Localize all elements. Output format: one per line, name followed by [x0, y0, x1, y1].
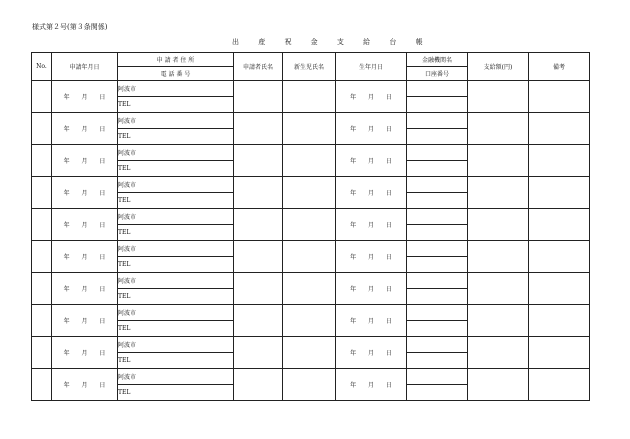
cell-bank-name[interactable] [407, 177, 468, 193]
header-application-date: 申請年月日 [52, 53, 118, 81]
cell-account-number[interactable] [407, 161, 468, 177]
cell-birth-date[interactable]: 年 月 日 [336, 81, 407, 113]
cell-no[interactable] [32, 305, 52, 337]
ledger-row [32, 369, 590, 385]
cell-bank-name[interactable] [407, 145, 468, 161]
cell-application-date[interactable]: 年 月 日 [52, 369, 118, 401]
cell-phone-number[interactable]: TEL [118, 225, 234, 241]
cell-no[interactable] [32, 369, 52, 401]
cell-account-number[interactable] [407, 289, 468, 305]
cell-phone-number[interactable]: TEL [118, 129, 234, 145]
cell-phone-number[interactable]: TEL [118, 97, 234, 113]
cell-no[interactable] [32, 241, 52, 273]
cell-birth-date[interactable]: 年 月 日 [336, 145, 407, 177]
cell-application-date[interactable]: 年 月 日 [52, 81, 118, 113]
cell-applicant-name[interactable] [234, 337, 283, 369]
ledger-row [32, 305, 590, 321]
cell-no[interactable] [32, 145, 52, 177]
cell-birth-date[interactable]: 年 月 日 [336, 273, 407, 305]
cell-remarks[interactable] [529, 337, 590, 369]
cell-birth-date[interactable]: 年 月 日 [336, 241, 407, 273]
cell-remarks[interactable] [529, 177, 590, 209]
cell-phone-number[interactable]: TEL [118, 193, 234, 209]
cell-no[interactable] [32, 337, 52, 369]
cell-account-number[interactable] [407, 193, 468, 209]
cell-applicant-address[interactable]: 阿波市 [118, 81, 234, 97]
cell-bank-name[interactable] [407, 81, 468, 97]
ledger-body [32, 81, 590, 401]
cell-no[interactable] [32, 177, 52, 209]
cell-application-date[interactable]: 年 月 日 [52, 273, 118, 305]
cell-applicant-name[interactable] [234, 177, 283, 209]
cell-amount[interactable] [468, 369, 529, 401]
cell-birth-date[interactable]: 年 月 日 [336, 337, 407, 369]
cell-newborn-name[interactable] [283, 305, 336, 337]
cell-remarks[interactable] [529, 241, 590, 273]
cell-bank-name[interactable] [407, 337, 468, 353]
cell-application-date[interactable]: 年 月 日 [52, 305, 118, 337]
header-no: No. [32, 53, 52, 81]
cell-amount[interactable] [468, 177, 529, 209]
ledger-row [32, 337, 590, 353]
cell-applicant-address[interactable]: 阿波市 [118, 241, 234, 257]
cell-bank-name[interactable] [407, 113, 468, 129]
cell-no[interactable] [32, 273, 52, 305]
cell-phone-number[interactable]: TEL [118, 257, 234, 273]
cell-phone-number[interactable]: TEL [118, 289, 234, 305]
cell-no[interactable] [32, 209, 52, 241]
cell-no[interactable] [32, 113, 52, 145]
cell-applicant-address[interactable]: 阿波市 [118, 177, 234, 193]
form-label: 様式第２号(第３条関係) [32, 23, 108, 31]
cell-birth-date[interactable]: 年 月 日 [336, 177, 407, 209]
cell-amount[interactable] [468, 305, 529, 337]
cell-bank-name[interactable] [407, 209, 468, 225]
cell-amount[interactable] [468, 273, 529, 305]
cell-newborn-name[interactable] [283, 337, 336, 369]
cell-account-number[interactable] [407, 257, 468, 273]
header-remarks: 備考 [529, 53, 590, 81]
header-account-number: 口座番号 [407, 67, 468, 81]
cell-application-date[interactable]: 年 月 日 [52, 145, 118, 177]
cell-applicant-address[interactable]: 阿波市 [118, 305, 234, 321]
header-applicant-name: 申請者氏名 [234, 53, 283, 81]
document-title: 出 産 祝 金 支 給 台 帳 [232, 38, 423, 46]
cell-remarks[interactable] [529, 113, 590, 145]
cell-newborn-name[interactable] [283, 241, 336, 273]
cell-account-number[interactable] [407, 321, 468, 337]
cell-bank-name[interactable] [407, 305, 468, 321]
header-row-1 [32, 53, 590, 67]
ledger-row [32, 177, 590, 193]
cell-applicant-address[interactable]: 阿波市 [118, 145, 234, 161]
cell-applicant-address[interactable]: 阿波市 [118, 369, 234, 385]
ledger-row [32, 241, 590, 257]
cell-remarks[interactable] [529, 369, 590, 401]
cell-birth-date[interactable]: 年 月 日 [336, 113, 407, 145]
ledger-row [32, 113, 590, 129]
cell-account-number[interactable] [407, 129, 468, 145]
cell-newborn-name[interactable] [283, 113, 336, 145]
cell-amount[interactable] [468, 145, 529, 177]
ledger-row [32, 145, 590, 161]
header-birth-date: 生年月日 [336, 53, 407, 81]
cell-newborn-name[interactable] [283, 209, 336, 241]
cell-amount[interactable] [468, 209, 529, 241]
header-amount: 支給額(円) [468, 53, 529, 81]
cell-birth-date[interactable]: 年 月 日 [336, 305, 407, 337]
cell-remarks[interactable] [529, 145, 590, 177]
cell-applicant-name[interactable] [234, 81, 283, 113]
cell-bank-name[interactable] [407, 241, 468, 257]
cell-applicant-name[interactable] [234, 305, 283, 337]
cell-applicant-address[interactable]: 阿波市 [118, 209, 234, 225]
cell-applicant-address[interactable]: 阿波市 [118, 273, 234, 289]
cell-phone-number[interactable]: TEL [118, 385, 234, 401]
cell-newborn-name[interactable] [283, 273, 336, 305]
cell-applicant-name[interactable] [234, 241, 283, 273]
cell-applicant-address[interactable]: 阿波市 [118, 113, 234, 129]
cell-remarks[interactable] [529, 209, 590, 241]
cell-amount[interactable] [468, 337, 529, 369]
cell-remarks[interactable] [529, 305, 590, 337]
header-bank-name: 金融機関名 [407, 53, 468, 67]
cell-application-date[interactable]: 年 月 日 [52, 209, 118, 241]
cell-account-number[interactable] [407, 353, 468, 369]
cell-newborn-name[interactable] [283, 177, 336, 209]
cell-applicant-name[interactable] [234, 113, 283, 145]
ledger-row [32, 209, 590, 225]
cell-application-date[interactable]: 年 月 日 [52, 113, 118, 145]
cell-amount[interactable] [468, 113, 529, 145]
ledger-row [32, 81, 590, 97]
cell-applicant-name[interactable] [234, 273, 283, 305]
cell-amount[interactable] [468, 81, 529, 113]
cell-application-date[interactable]: 年 月 日 [52, 337, 118, 369]
cell-account-number[interactable] [407, 225, 468, 241]
cell-application-date[interactable]: 年 月 日 [52, 241, 118, 273]
ledger-row [32, 273, 590, 289]
header-applicant-address: 申 請 者 住 所 [118, 53, 234, 67]
cell-amount[interactable] [468, 241, 529, 273]
cell-birth-date[interactable]: 年 月 日 [336, 369, 407, 401]
ledger-table [31, 52, 590, 401]
header-newborn-name: 新生児氏名 [283, 53, 336, 81]
cell-applicant-name[interactable] [234, 145, 283, 177]
header-phone-number: 電 話 番 号 [118, 67, 234, 81]
cell-remarks[interactable] [529, 81, 590, 113]
cell-applicant-name[interactable] [234, 209, 283, 241]
cell-phone-number[interactable]: TEL [118, 321, 234, 337]
cell-phone-number[interactable]: TEL [118, 353, 234, 369]
cell-applicant-address[interactable]: 阿波市 [118, 337, 234, 353]
cell-account-number[interactable] [407, 385, 468, 401]
cell-applicant-name[interactable] [234, 369, 283, 401]
cell-no[interactable] [32, 81, 52, 113]
cell-birth-date[interactable]: 年 月 日 [336, 209, 407, 241]
cell-phone-number[interactable]: TEL [118, 161, 234, 177]
cell-newborn-name[interactable] [283, 369, 336, 401]
cell-bank-name[interactable] [407, 369, 468, 385]
cell-newborn-name[interactable] [283, 145, 336, 177]
cell-account-number[interactable] [407, 97, 468, 113]
cell-newborn-name[interactable] [283, 81, 336, 113]
cell-bank-name[interactable] [407, 273, 468, 289]
cell-remarks[interactable] [529, 273, 590, 305]
cell-application-date[interactable]: 年 月 日 [52, 177, 118, 209]
